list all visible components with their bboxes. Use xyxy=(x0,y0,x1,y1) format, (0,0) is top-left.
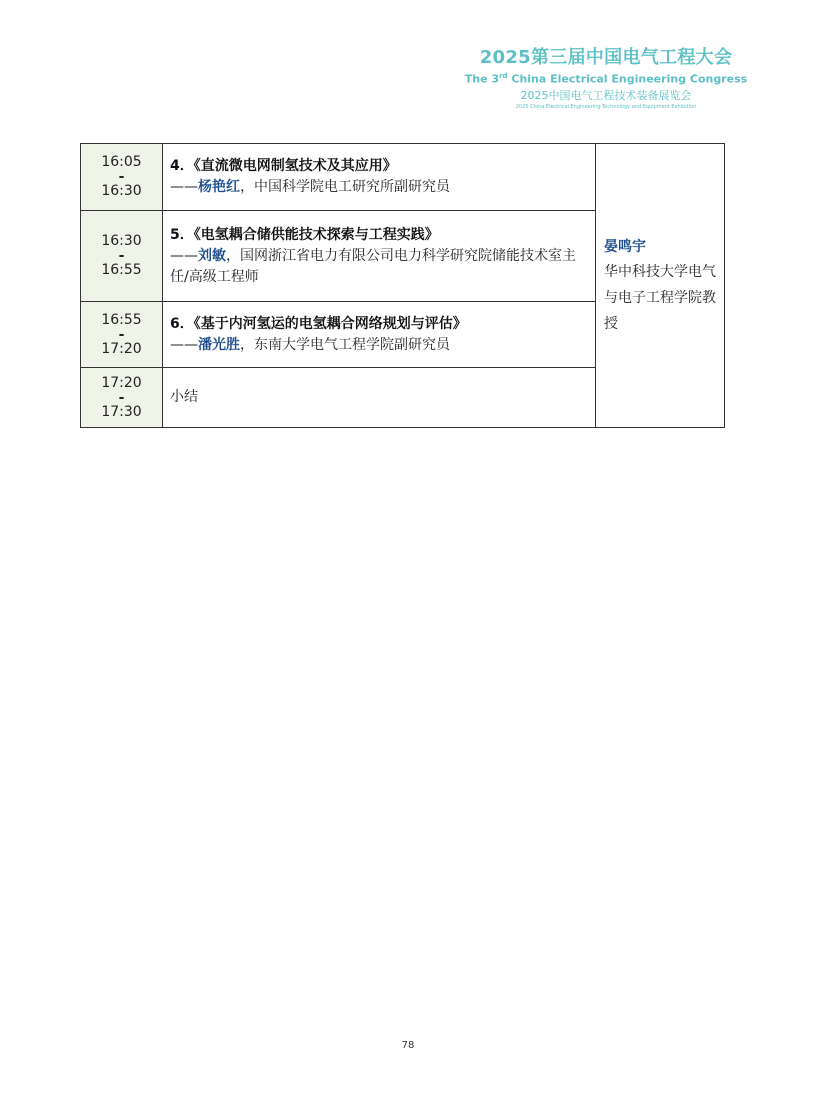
talk-speaker: ——刘敏，国网浙江省电力有限公司电力科学研究院储能技术室主任/高级工程师 xyxy=(170,247,576,285)
summary-cell xyxy=(163,368,596,428)
schedule-table xyxy=(80,143,725,428)
exhibition-title-cn: 2025中国电气工程技术装备展览会 xyxy=(520,88,692,102)
time-separator: - xyxy=(118,326,125,343)
time-end: 16:55 xyxy=(101,262,142,278)
time-start: 16:55 xyxy=(101,311,142,328)
time-separator: - xyxy=(118,389,125,406)
congress-title-en: The 3rd China Electrical Engineering Congress xyxy=(464,72,748,86)
time-end: 17:30 xyxy=(101,403,142,420)
chair-affiliation: 华中科技大学电气与电子工程学院教授 xyxy=(604,263,716,332)
exhibition-title-en: 2025 China Electrical Engineering Technology and Equipment Exhibition xyxy=(515,103,697,110)
speaker-name: 刘敏 xyxy=(198,247,226,264)
talk-cell xyxy=(163,302,596,368)
time-start: 17:20 xyxy=(101,374,142,391)
speaker-affiliation: ，东南大学电气工程学院副研究员 xyxy=(240,336,450,353)
congress-title-cn: 2025第三届中国电气工程大会 xyxy=(479,47,733,68)
time-start: 16:05 xyxy=(101,154,142,170)
talk-title: 5．《电氢耦合储供能技术探索与工程实践》 xyxy=(170,226,439,243)
talk-speaker: ——潘光胜，东南大学电气工程学院副研究员 xyxy=(170,336,450,353)
talk-title: 4．《直流微电网制氢技术及其应用》 xyxy=(170,158,397,174)
time-cell xyxy=(81,211,163,302)
time-cell xyxy=(81,144,163,211)
speaker-affiliation: ，国网浙江省电力有限公司电力科学研究院储能技术室主任/高级工程师 xyxy=(170,247,576,285)
page-number: 78 xyxy=(401,1040,415,1051)
talk-cell xyxy=(163,144,596,211)
talk-speaker: ——杨艳红，中国科学院电工研究所副研究员 xyxy=(170,179,450,195)
time-end: 16:30 xyxy=(101,183,142,199)
chair-cell xyxy=(596,144,725,428)
talk-cell xyxy=(163,211,596,302)
time-separator: - xyxy=(118,248,125,264)
table-row xyxy=(81,144,725,211)
chair-name: 晏鸣宇 xyxy=(604,238,646,255)
speaker-name: 杨艳红 xyxy=(198,179,240,195)
time-start: 16:30 xyxy=(101,233,142,249)
time-end: 17:20 xyxy=(101,340,142,357)
time-cell xyxy=(81,302,163,368)
time-separator: - xyxy=(118,169,125,185)
summary-label: 小结 xyxy=(170,389,198,405)
time-cell xyxy=(81,368,163,428)
congress-header xyxy=(456,47,756,111)
speaker-affiliation: ，中国科学院电工研究所副研究员 xyxy=(240,179,450,195)
talk-title: 6．《基于内河氢运的电氢耦合网络规划与评估》 xyxy=(170,315,467,332)
speaker-name: 潘光胜 xyxy=(198,336,240,353)
